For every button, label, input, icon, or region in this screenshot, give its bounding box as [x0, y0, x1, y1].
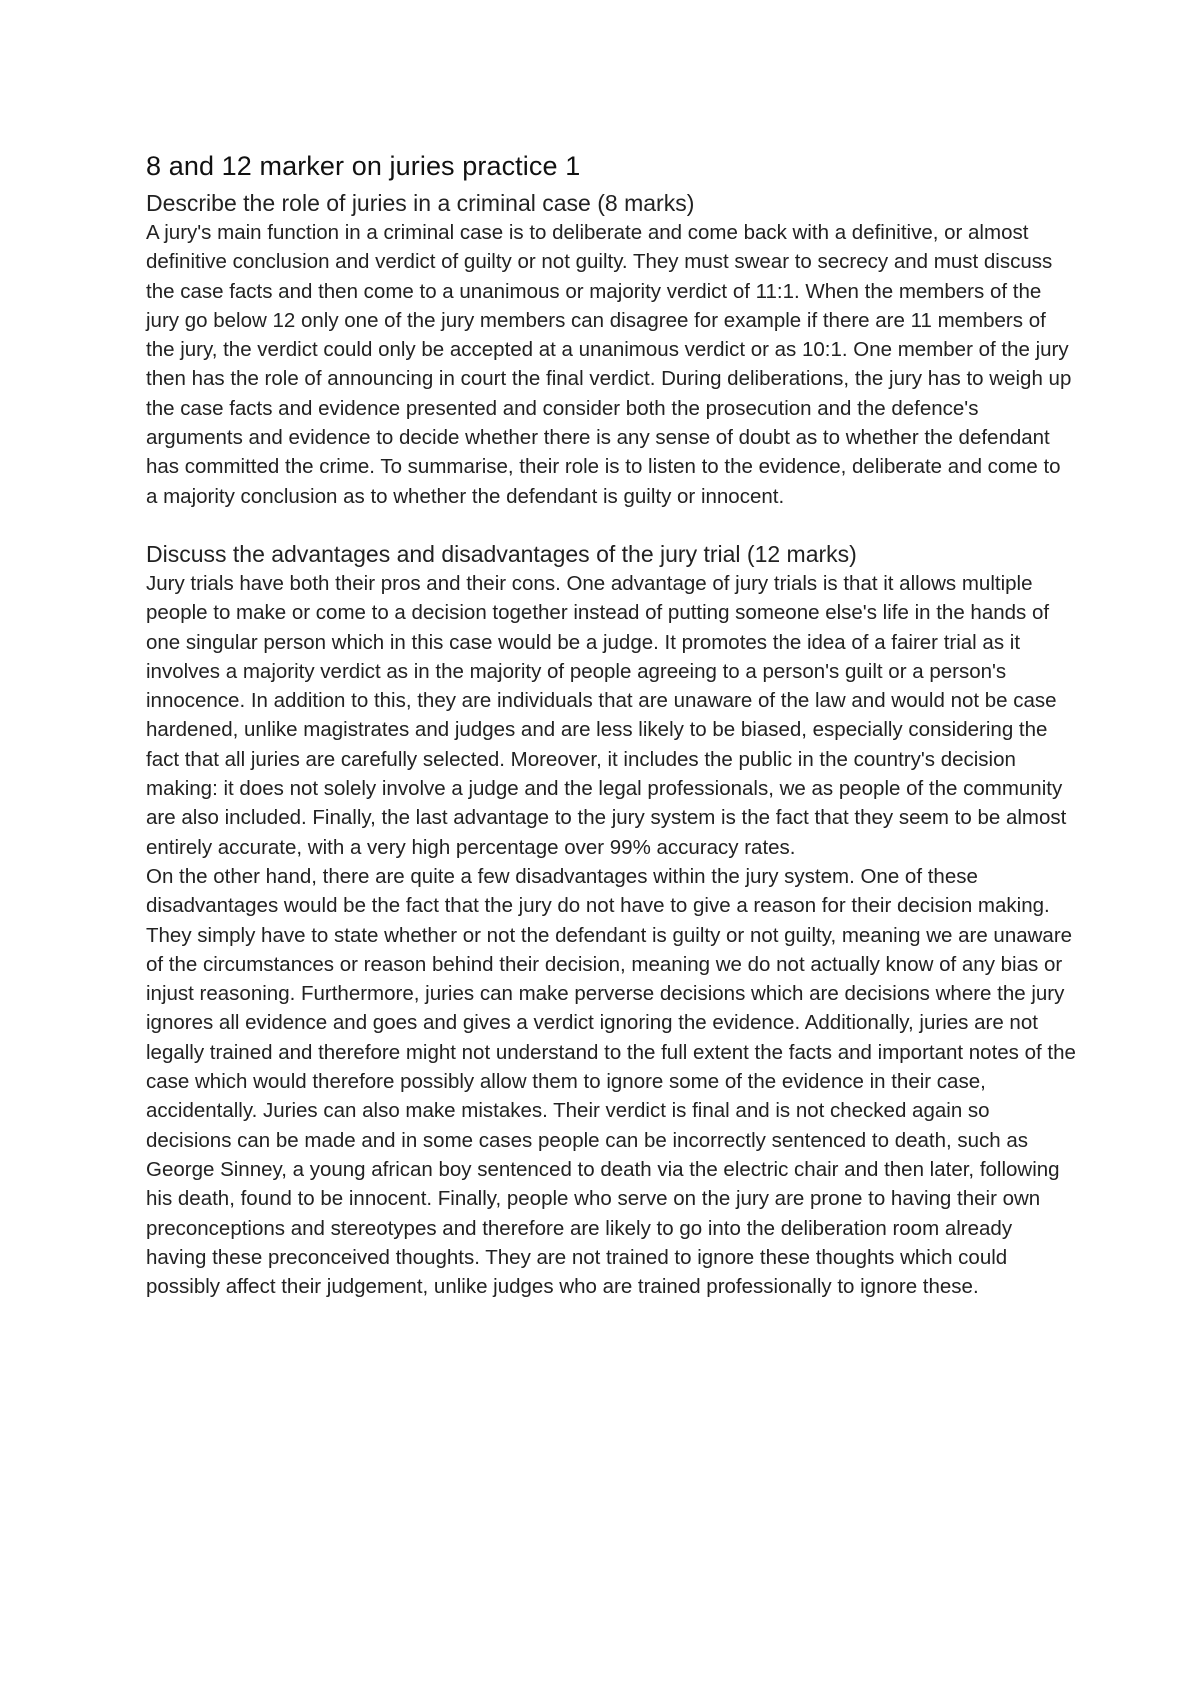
- section-advantages-disadvantages: [146, 539, 1076, 1301]
- paragraph: On the other hand, there are quite a few disadvantages within the jury system. One of these disadvantages would be the fact that the jury do not have to give a reason for their decision making. They simply have to state whether or not the defendant is guilty or not guilty, meaning we are unaware of the circumstances or reason behind their decision, meaning we do not actually know of any bias or injust reasoning. Furthermore, juries can make perverse decisions which are decisions where the jury ignores all evidence and goes and gives a verdict ignoring the evidence. Additionally, juries are not legally trained and therefore might not understand to the full extent the facts and important notes of the case which would therefore possibly allow them to ignore some of the evidence in their case, accidentally. Juries can also make mistakes. Their verdict is final and is not checked again so decisions can be made and in some cases people can be incorrectly sentenced to death, such as George Sinney, a young african boy sentenced to death via the electric chair and then later, following his death, found to be innocent. Finally, people who serve on the jury are prone to having their own preconceptions and stereotypes and therefore are likely to go into the deliberation room already having these preconceived thoughts. They are not trained to ignore these thoughts which could possibly affect their judgement, unlike judges who are trained professionally to ignore these.: [146, 864, 1076, 1299]
- section-heading: Describe the role of juries in a criminal case (8 marks): [146, 190, 695, 216]
- document-page: [146, 148, 1076, 1301]
- section-role-of-juries: [146, 188, 1076, 511]
- document-title: 8 and 12 marker on juries practice 1: [146, 151, 581, 181]
- paragraph: A jury's main function in a criminal case is to deliberate and come back with a definitive, or almost definitive conclusion and verdict of guilty or not guilty. They must swear to secrecy and must discuss the case facts and then come to a unanimous or majority verdict of 11:1. When the members of the jury go below 12 only one of the jury members can disagree for example if there are 11 members of the jury, the verdict could only be accepted at a unanimous verdict or as 10:1. One member of the jury then has the role of announcing in court the final verdict. During deliberations, the jury has to weigh up the case facts and evidence presented and consider both the prosecution and the defence's arguments and evidence to decide whether there is any sense of doubt as to whether the defendant has committed the crime. To summarise, their role is to listen to the evidence, deliberate and come to a majority conclusion as to whether the defendant is guilty or innocent.: [146, 221, 1072, 508]
- section-heading: Discuss the advantages and disadvantages of the jury trial (12 marks): [146, 540, 857, 567]
- paragraph: Jury trials have both their pros and their cons. One advantage of jury trials is that it allows multiple people to make or come to a decision together instead of putting someone else's life in the hands of one singular person which in this case would be a judge. It promotes the idea of a fairer trial as it involves a majority verdict as in the majority of people agreeing to a person's guilt or a person's innocence. In addition to this, they are individuals that are unaware of the law and would not be case hardened, unlike magistrates and judges and are less likely to be biased, especially considering the fact that all juries are carefully selected. Moreover, it includes the public in the country's decision making: it does not solely involve a judge and the legal professionals, we as people of the community are also included. Finally, the last advantage to the jury system is the fact that they seem to be almost entirely accurate, with a very high percentage over 99% accuracy rates.: [146, 571, 1067, 859]
